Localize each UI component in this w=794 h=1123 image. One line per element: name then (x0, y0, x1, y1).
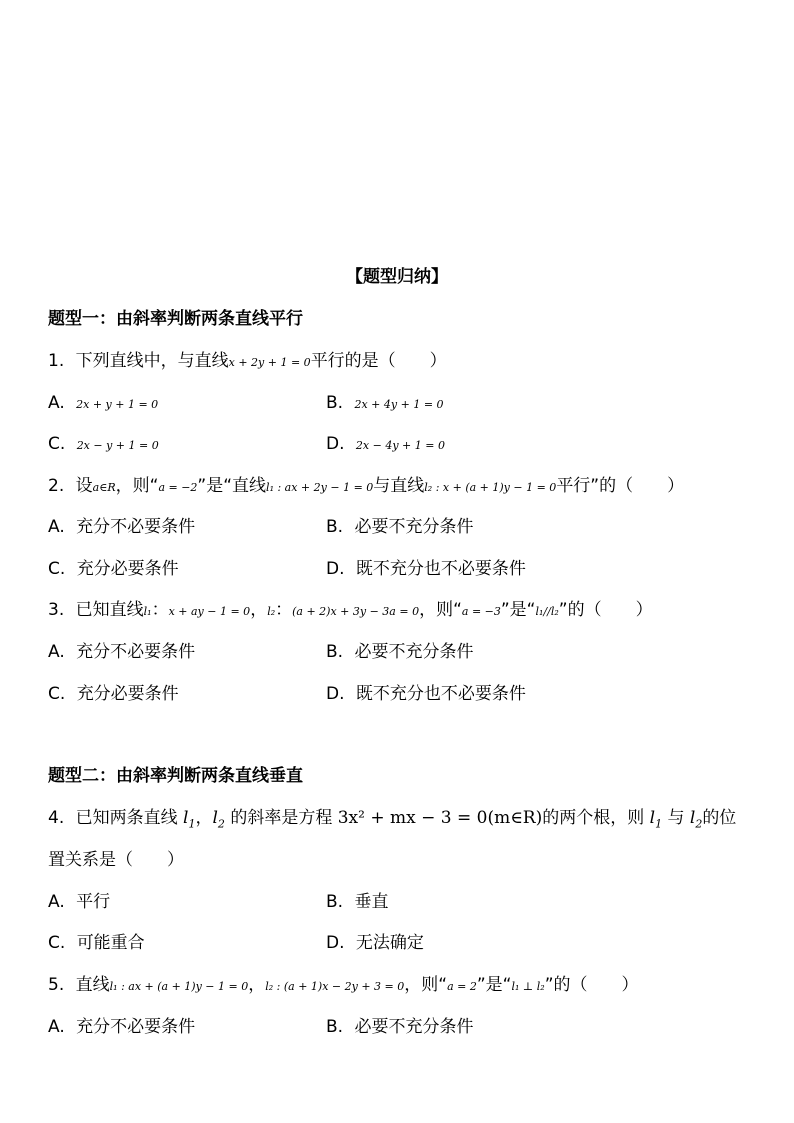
option-text: 2x − y + 1 = 0 (76, 439, 159, 452)
math-expression: x + 2y + 1 = 0 (228, 356, 311, 369)
q4-option-c (48, 932, 145, 954)
option-label: A. (48, 892, 65, 912)
option-label: D. (326, 559, 345, 579)
question-text: ： (151, 600, 169, 620)
question-number: 5. (48, 975, 65, 995)
q2-option-d (326, 558, 526, 580)
option-label: D. (326, 933, 345, 953)
question-text: ”是“ (476, 975, 512, 995)
option-text: 可能重合 (76, 933, 145, 953)
q1-option-a (48, 392, 158, 416)
option-label: B. (326, 892, 344, 912)
q1-option-b (326, 392, 444, 416)
section-heading-2: 题型二：由斜率判断两条直线垂直 (48, 766, 303, 786)
question-3 (48, 599, 653, 623)
option-label: B. (326, 642, 344, 662)
question-text: 已知两条直线 (75, 808, 178, 828)
question-text: ”是“直线 (197, 476, 267, 496)
question-number: 4. (48, 808, 65, 828)
option-label: A. (48, 393, 65, 413)
option-text: 2x − 4y + 1 = 0 (355, 439, 445, 452)
question-text: 的两个根，则 (542, 808, 645, 828)
math-expression: l₁//l₂ (535, 605, 559, 618)
q3-option-c (48, 683, 179, 705)
q3-option-b (326, 641, 473, 663)
question-number: 3. (48, 600, 65, 620)
question-text: ， (248, 975, 266, 995)
q4-option-a (48, 891, 110, 913)
question-5 (48, 974, 639, 998)
math-expression: l₁ (143, 605, 152, 618)
option-text: 必要不充分条件 (354, 517, 474, 537)
q2-option-b (326, 516, 473, 538)
q3-option-a (48, 641, 195, 663)
option-label: B. (326, 517, 344, 537)
question-text: ， (195, 808, 213, 828)
option-label: A. (48, 1017, 65, 1037)
equation: 3x² + mx − 3 = 0(m∈R) (337, 808, 543, 828)
question-text: 与直线 (373, 476, 425, 496)
option-text: 平行 (76, 892, 111, 912)
q2-option-a (48, 516, 195, 538)
option-label: C. (48, 559, 66, 579)
math-expression: l₂ (267, 605, 276, 618)
option-text: 必要不充分条件 (354, 1017, 474, 1037)
option-label: B. (326, 393, 344, 413)
option-label: C. (48, 434, 66, 454)
page-title: 【题型归纳】 (346, 267, 448, 287)
question-text: ，则“ (115, 476, 159, 496)
q5-option-a (48, 1016, 195, 1038)
q1-option-c (48, 433, 159, 457)
question-text: ，则“ (404, 975, 448, 995)
option-text: 充分必要条件 (76, 559, 179, 579)
option-text: 充分不必要条件 (76, 1017, 196, 1037)
question-4 (48, 807, 736, 835)
q3-option-d (326, 683, 526, 705)
option-text: 2x + 4y + 1 = 0 (354, 398, 444, 411)
question-text: 直线 (75, 975, 110, 995)
option-text: 无法确定 (355, 933, 424, 953)
math-expression: x + ay − 1 = 0 (168, 605, 251, 618)
question-text: 与 (667, 808, 685, 828)
question-text: 的斜率是方程 (230, 808, 333, 828)
option-label: A. (48, 642, 65, 662)
option-text: 充分不必要条件 (76, 517, 196, 537)
question-1 (48, 350, 447, 374)
line-l1: $l_1$ (649, 808, 663, 831)
question-text: 已知直线 (75, 600, 144, 620)
question-text: 平行的是（ ） (310, 351, 447, 371)
option-label: C. (48, 684, 66, 704)
question-number: 1. (48, 351, 65, 371)
question-2 (48, 475, 684, 499)
math-expression: a∈R (92, 481, 116, 494)
line-l1: $l_1$ (183, 808, 196, 831)
q4-option-b (326, 891, 388, 913)
question-4-continued: 置关系是（ ） (48, 850, 184, 870)
question-text: ”的（ ） (544, 975, 639, 995)
option-text: 既不充分也不必要条件 (355, 684, 526, 704)
question-text: ，则“ (419, 600, 462, 620)
question-number: 2. (48, 476, 65, 496)
q5-option-b (326, 1016, 473, 1038)
section-heading-1: 题型一：由斜率判断两条直线平行 (48, 309, 303, 329)
q4-option-d (326, 932, 424, 954)
question-text: ”是“ (500, 600, 536, 620)
option-text: 充分不必要条件 (76, 642, 196, 662)
math-expression: l₂ : x + (a + 1)y − 1 = 0 (424, 481, 557, 494)
question-text: 的位 (702, 808, 737, 828)
option-label: B. (326, 1017, 344, 1037)
question-text: 下列直线中，与直线 (75, 351, 229, 371)
option-text: 充分必要条件 (76, 684, 179, 704)
math-expression: l₂ : (a + 1)x − 2y + 3 = 0 (265, 980, 405, 993)
option-text: 必要不充分条件 (354, 642, 474, 662)
q1-option-d (326, 433, 445, 457)
math-expression: (a + 2)x + 3y − 3a = 0 (292, 605, 420, 618)
math-expression: a = 2 (447, 980, 477, 993)
option-label: A. (48, 517, 65, 537)
question-text: ： (275, 600, 293, 620)
math-expression: l₁ : ax + (a + 1)y − 1 = 0 (109, 980, 249, 993)
option-label: C. (48, 933, 66, 953)
question-text: ”的（ ） (558, 600, 653, 620)
line-l2: $l_2$ (212, 808, 225, 831)
option-label: D. (326, 684, 345, 704)
q2-option-c (48, 558, 179, 580)
line-l2: $l_2$ (689, 808, 703, 831)
question-text: 设 (75, 476, 93, 496)
question-text: 平行”的（ ） (556, 476, 685, 496)
question-text: ， (250, 600, 268, 620)
math-expression: l₁ ⊥ l₂ (511, 980, 545, 993)
option-text: 垂直 (354, 892, 389, 912)
option-text: 2x + y + 1 = 0 (76, 398, 159, 411)
option-text: 既不充分也不必要条件 (355, 559, 526, 579)
math-expression: a = −3 (461, 605, 501, 618)
math-expression: l₁ : ax + 2y − 1 = 0 (266, 481, 374, 494)
option-label: D. (326, 434, 345, 454)
math-expression: a = −2 (158, 481, 198, 494)
